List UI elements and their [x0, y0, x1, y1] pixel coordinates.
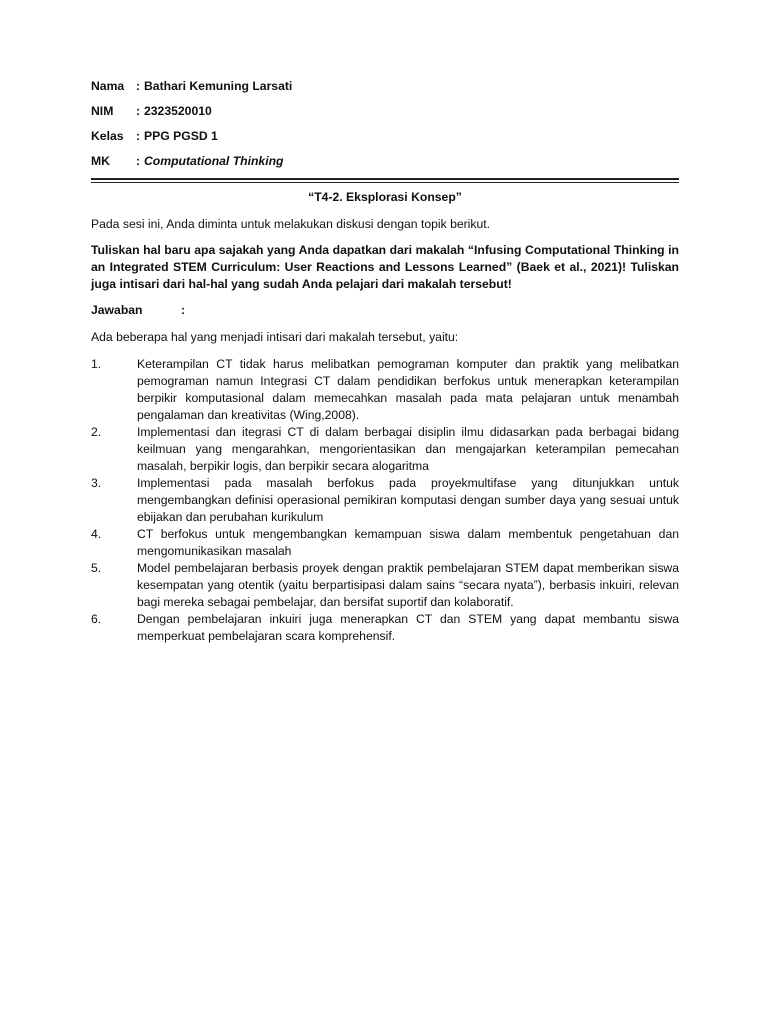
header-value-nim: 2323520010	[144, 104, 212, 118]
header-colon: :	[136, 129, 141, 143]
header-colon: :	[136, 154, 141, 168]
header-label: Kelas	[91, 129, 124, 143]
task-title: “T4-2. Eksplorasi Konsep”	[308, 190, 462, 204]
list-item	[91, 356, 679, 424]
header-divider-thick	[91, 178, 679, 180]
list-item	[91, 424, 679, 475]
document-content	[91, 78, 679, 645]
header-value-kelas: PPG PGSD 1	[144, 129, 218, 143]
header-colon: :	[136, 104, 141, 118]
header-label: MK	[91, 154, 110, 168]
answer-list	[91, 356, 679, 645]
header-row-nama	[91, 78, 679, 95]
list-item-number: 1.	[91, 357, 102, 371]
list-item-text: Keterampilan CT tidak harus melibatkan pemograman komputer dan praktik yang melibatkan pemograman namun Integrasi CT dalam pendidikan berfokus untuk menerapkan keterampilan berpikir komputasional dalam memecahkan masalah pada mata pelajaran untuk menambah pengalaman dan kreativitas (Wing,2008).	[137, 357, 679, 422]
list-item	[91, 560, 679, 611]
answer-colon: :	[181, 303, 186, 317]
list-item-text: Implementasi dan itegrasi CT di dalam berbagai disiplin ilmu didasarkan pada berbagai bidang keilmuan yang mengarahkan, mengorientasikan dan mengajarkan keterampilan pemecahan masalah, berpikir logis, dan berpikir secara alogaritma	[137, 425, 679, 473]
list-item-text: Model pembelajaran berbasis proyek dengan praktik pembelajaran STEM dapat memberikan siswa kesempatan yang otentik (yaitu berpartisipasi dalam sains “secara nyata”), berbasis inkuiri, relevan bagi mereka sebagai pembelajar, dan bersifat suportif dan kolaboratif.	[137, 561, 679, 609]
header-label: Nama	[91, 79, 125, 93]
list-item	[91, 611, 679, 645]
header-value-mk: Computational Thinking	[144, 154, 284, 168]
header-divider-thin	[91, 182, 679, 183]
list-item-number: 5.	[91, 561, 102, 575]
list-item-number: 2.	[91, 425, 102, 439]
header-row-nim	[91, 103, 679, 120]
list-item-number: 4.	[91, 527, 102, 541]
header-value-nama: Bathari Kemuning Larsati	[144, 79, 293, 93]
header-row-mk	[91, 153, 679, 170]
header-colon: :	[136, 79, 141, 93]
list-item	[91, 475, 679, 526]
list-item	[91, 526, 679, 560]
list-item-text: Dengan pembelajaran inkuiri juga menerapkan CT dan STEM yang dapat membantu siswa memperkuat pembelajaran scara komprehensif.	[137, 612, 679, 643]
answer-label: Jawaban	[91, 303, 143, 317]
task-instruction-2: Tuliskan hal baru apa sajakah yang Anda dapatkan dari makalah “Infusing Computational Thinking in an Integrated STEM Curriculum: User Reactions and Lessons Learned” (Baek et al., 2021)! Tuliskan juga intisari dari hal-hal yang sudah Anda pelajari dari makalah tersebut!	[91, 243, 679, 291]
answer-heading	[91, 302, 679, 319]
answer-intro: Ada beberapa hal yang menjadi intisari dari makalah tersebut, yaitu:	[91, 330, 459, 344]
list-item-text: CT berfokus untuk mengembangkan kemampuan siswa dalam membentuk pengetahuan dan mengomunikasikan masalah	[137, 527, 679, 558]
header-row-kelas	[91, 128, 679, 145]
list-item-text: Implementasi pada masalah berfokus pada proyekmultifase yang ditunjukkan untuk mengembangkan definisi operasional pemikiran komputasi dengan sumber daya yang sesuai untuk ebijakan dan perubahan kurikulum	[137, 476, 679, 524]
list-item-number: 6.	[91, 612, 102, 626]
task-instruction-1: Pada sesi ini, Anda diminta untuk melakukan diskusi dengan topik berikut.	[91, 217, 491, 231]
header-label: NIM	[91, 104, 114, 118]
list-item-number: 3.	[91, 476, 102, 490]
